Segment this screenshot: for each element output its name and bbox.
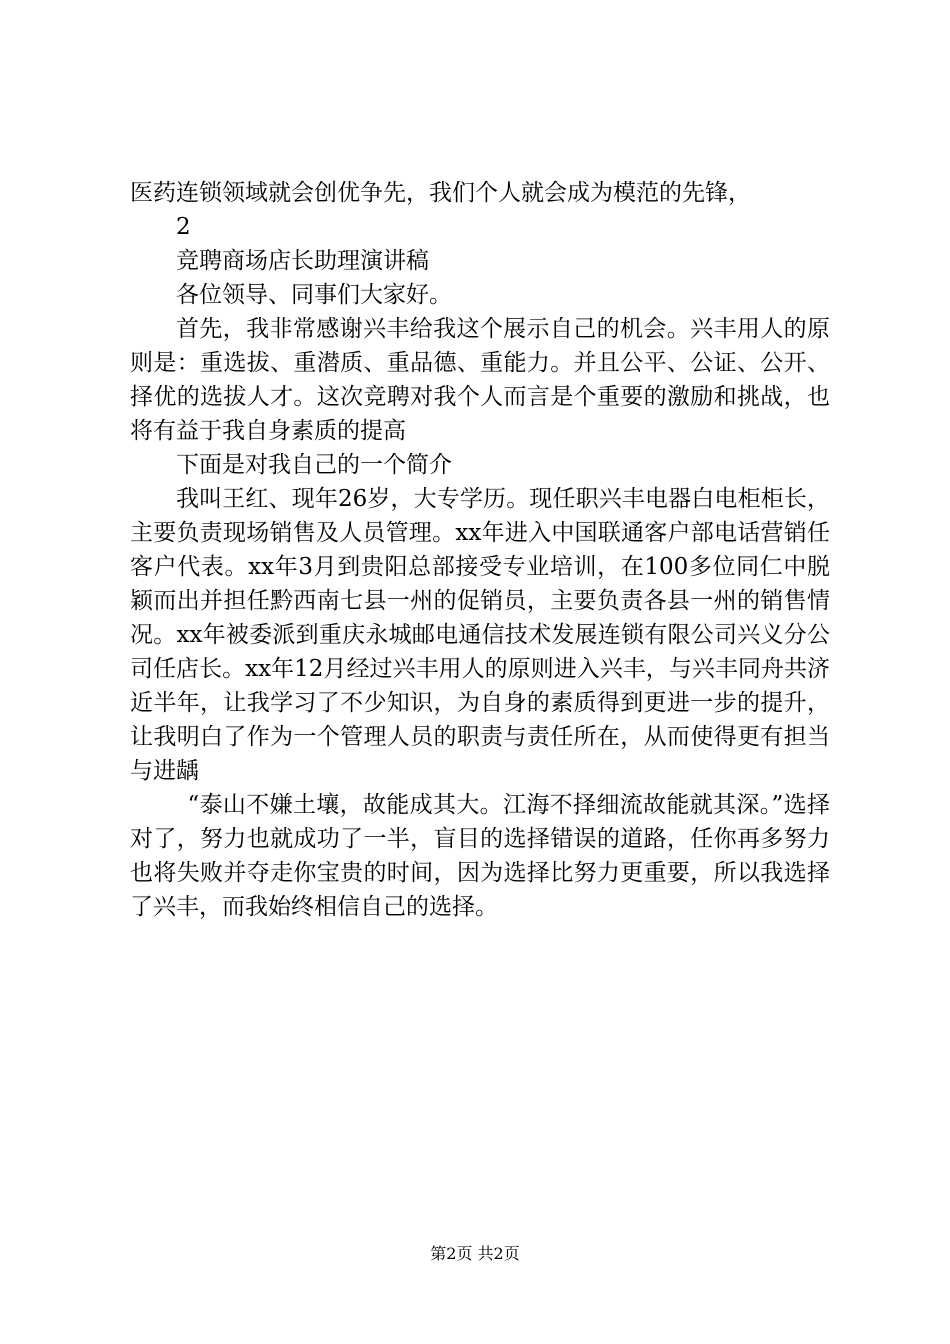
paragraph-intro: 首先，我非常感谢兴丰给我这个展示自己的机会。兴丰用人的原则是：重选拔、重潜质、重品德、重能力。并且公平、公证、公开、择优的选拔人才。这次竞聘对我个人而言是个重要的激励和挑战，也将有益于我自身素质的提高 (130, 316, 830, 444)
page-number-label: 第2页 共2页 (430, 1244, 520, 1263)
paragraph-continuation: 医药连锁领域就会创优争先，我们个人就会成为模范的先锋， (130, 180, 751, 206)
section-title: 竞聘商场店长助理演讲稿 (176, 248, 429, 274)
paragraph-quote: “泰山不嫌土壤，故能成其大。江海不择细流故能就其深。”选择对了，努力也就成功了一半，盲目的选择错误的道路，任你再多努力也将失败并夺走你宝贵的时间，因为选择比努力更重要，所以我选择了兴丰，而我始终相信自己的选择。 (130, 792, 830, 920)
section-number: 2 (176, 214, 191, 240)
page-footer (0, 1244, 950, 1264)
paragraph-biography: 我叫王红、现年26岁，大专学历。现任职兴丰电器白电柜柜长，主要负责现场销售及人员管理。xx年进入中国联通客户部电话营销任客户代表。xx年3月到贵阳总部接受专业培训，在100多位同仁中脱颖而出并担任黔西南七县一州的促销员，主要负责各县一州的销售情况。xx年被委派到重庆永城邮电通信技术发展连锁有限公司兴义分公司任店长。xx年12月经过兴丰用人的原则进入兴丰，与兴丰同舟共济近半年，让我学习了不少知识，为自身的素质得到更进一步的提升，让我明白了作为一个管理人员的职责与责任所在，从而使得更有担当与进龋 (130, 486, 830, 784)
greeting: 各位领导、同事们大家好。 (176, 282, 452, 308)
document-body (130, 176, 830, 924)
paragraph-summary-lead: 下面是对我自己的一个简介 (176, 452, 452, 478)
